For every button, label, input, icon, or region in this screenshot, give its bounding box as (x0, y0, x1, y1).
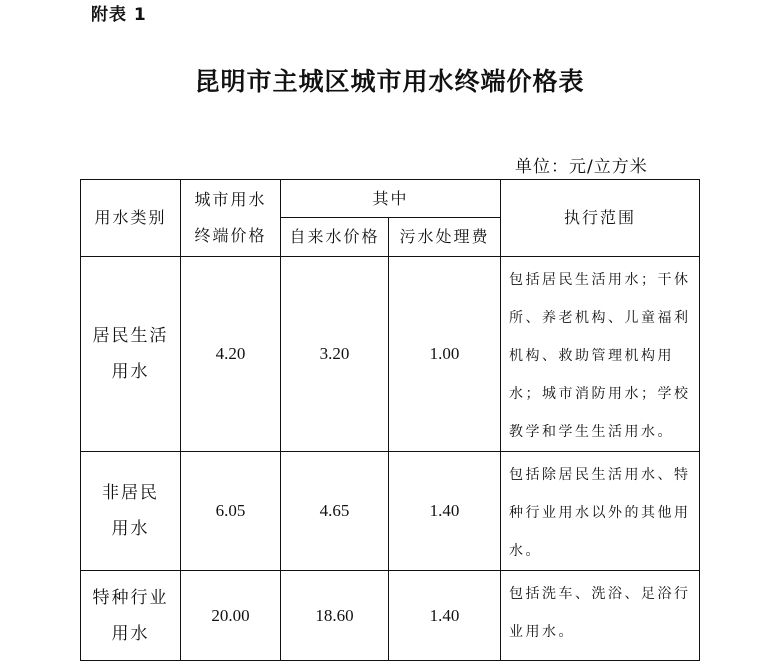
row-scope: 包括居民生活用水；干休所、养老机构、儿童福利机构、救助管理机构用水；城市消防用水；学校教学和学生生活用水。 (501, 257, 700, 452)
row-category-line1: 特种行业 (92, 587, 169, 608)
header-terminal-price-line2: 终端价格 (194, 226, 267, 245)
header-terminal-price (181, 180, 281, 257)
row-tap-water-price: 18.60 (281, 571, 389, 661)
row-scope: 包括除居民生活用水、特种行业用水以外的其他用水。 (501, 452, 700, 571)
header-tap-water-price: 自来水价格 (281, 218, 389, 257)
row-category-line2: 用水 (111, 519, 150, 539)
price-table (80, 179, 700, 661)
header-category: 用水类别 (81, 180, 181, 257)
row-sewage-fee: 1.00 (389, 257, 501, 452)
row-sewage-fee: 1.40 (389, 452, 501, 571)
row-tap-water-price: 4.65 (281, 452, 389, 571)
header-sewage-fee: 污水处理费 (389, 218, 501, 257)
header-of-which: 其中 (281, 180, 501, 218)
table-row (81, 571, 700, 661)
header-terminal-price-line1: 城市用水 (194, 190, 267, 209)
row-category (81, 452, 181, 571)
row-category-line2: 用水 (111, 623, 150, 644)
row-sewage-fee: 1.40 (389, 571, 501, 661)
row-terminal-price: 20.00 (181, 571, 281, 661)
row-category-line2: 用水 (111, 362, 150, 382)
row-category-line1: 居民生活 (92, 326, 169, 346)
row-category (81, 571, 181, 661)
row-category-line1: 非居民 (102, 483, 159, 503)
row-tap-water-price: 3.20 (281, 257, 389, 452)
table-row (81, 452, 700, 571)
attachment-label: 附表 1 (91, 5, 147, 25)
table-row (81, 257, 700, 452)
row-terminal-price: 6.05 (181, 452, 281, 571)
row-scope: 包括洗车、洗浴、足浴行业用水。 (501, 571, 700, 661)
document-title: 昆明市主城区城市用水终端价格表 (194, 67, 585, 96)
row-terminal-price: 4.20 (181, 257, 281, 452)
row-category (81, 257, 181, 452)
header-scope: 执行范围 (501, 180, 700, 257)
unit-note: 单位：元/立方米 (515, 157, 648, 177)
